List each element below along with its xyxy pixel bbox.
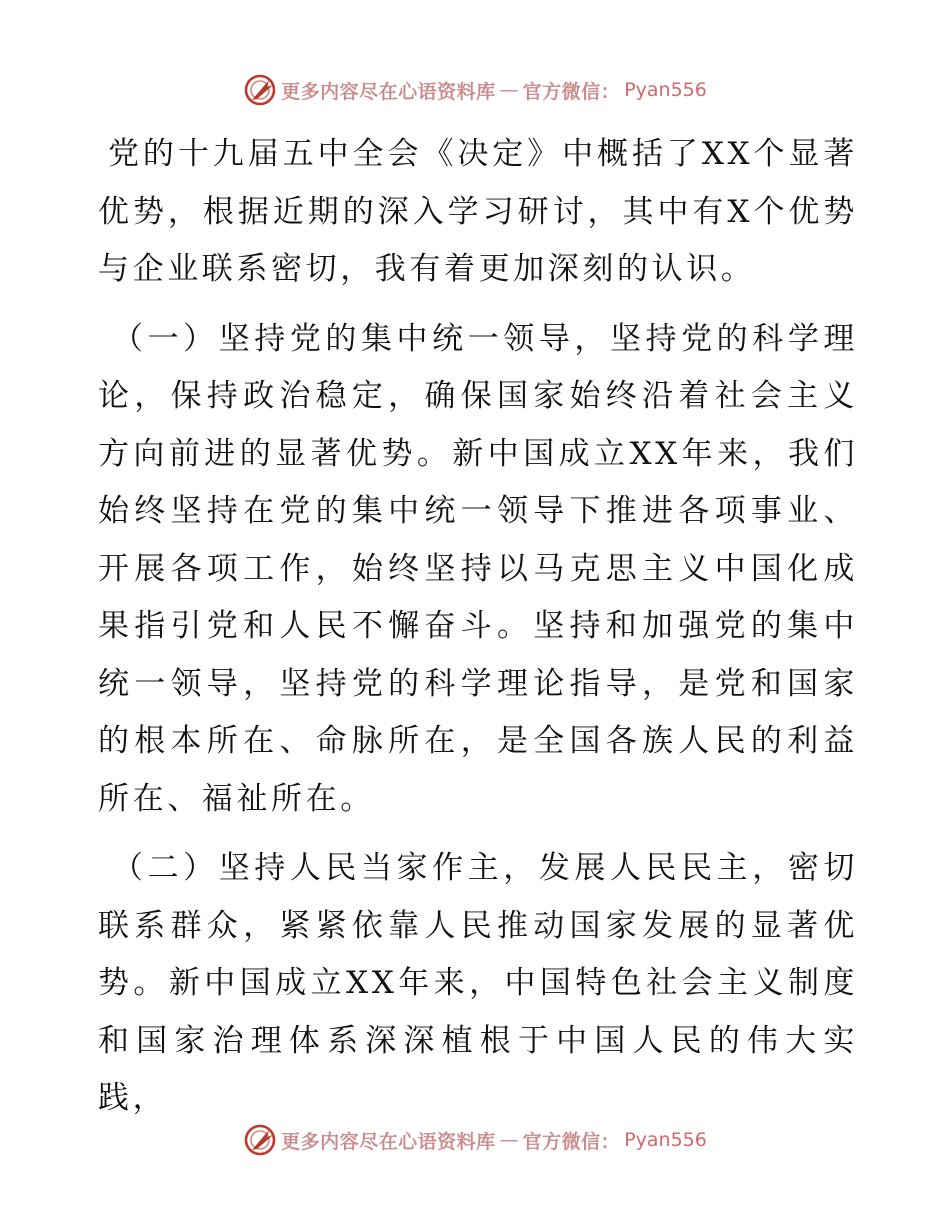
paragraph-section-two: （二）坚持人民当家作主，发展人民民主，密切联系群众，紧紧依靠人民推动国家发展的显著优势。新中国成立XX年来，中国特色社会主义制度和国家治理体系深深植根于中国人民的伟大实践， (98, 850, 858, 1116)
header-banner (0, 70, 950, 110)
header-contact-label: 官方微信： (522, 80, 621, 103)
paragraph-intro: 党的十九届五中全会《决定》中概括了XX个显著优势，根据近期的深入学习研讨，其中有X个优势与企业联系密切，我有着更加深刻的认识。 (98, 136, 858, 287)
header-banner-text: 更多内容尽在心语资料库 (281, 80, 496, 103)
footer-banner-text: 更多内容尽在心语资料库 (281, 1130, 496, 1153)
header-contact-id: Pyan556 (624, 79, 707, 101)
paragraph-section-one: （一）坚持党的集中统一领导，坚持党的科学理论，保持政治稳定，确保国家始终沿着社会主义方向前进的显著优势。新中国成立XX年来，我们始终坚持在党的集中统一领导下推进各项事业、开展各项工作，始终坚持以马克思主义中国化成果指引党和人民不懈奋斗。坚持和加强党的集中统一领导，坚持党的科学理论指导，是党和国家的根本所在、命脉所在，是全国各族人民的利益所在、福祉所在。 (98, 320, 858, 817)
footer-contact-id: Pyan556 (624, 1129, 707, 1151)
quill-logo-icon (243, 73, 277, 107)
quill-logo-icon (243, 1123, 277, 1157)
footer-banner (0, 1120, 950, 1160)
header-banner-separator: — (499, 79, 519, 101)
document-body (98, 126, 858, 1128)
footer-contact-label: 官方微信： (522, 1130, 621, 1153)
footer-banner-separator: — (499, 1129, 519, 1151)
